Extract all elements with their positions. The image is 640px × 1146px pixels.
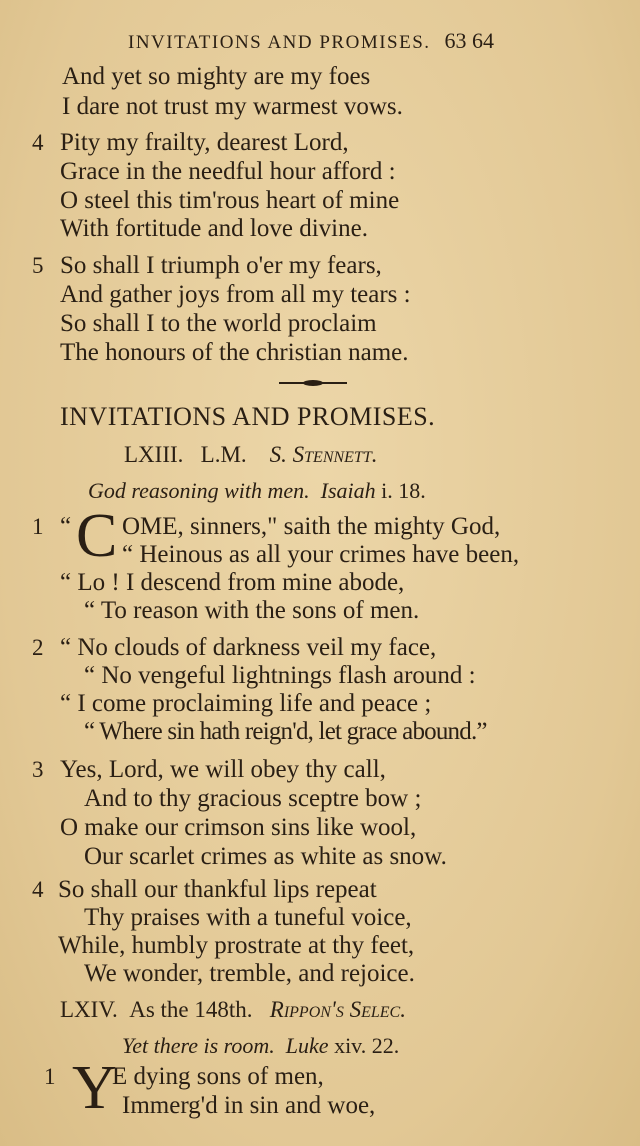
verse-line: “ To reason with the sons of men. [84,597,420,624]
hymn-subtitle [122,1031,399,1061]
stanza-number: 4 [32,877,44,902]
verse-line: “ I come proclaiming life and peace ; [60,690,432,717]
reference-verse: i. 18. [381,478,426,503]
verse-line: “ [60,513,72,540]
reference-verse: xiv. 22. [334,1033,400,1058]
subtitle-text: God reasoning with men. [88,478,310,503]
verse-line: So shall I to the world proclaim [60,310,377,337]
hymn-heading [124,440,377,470]
subtitle-text: Yet there is room. [122,1033,275,1058]
stanza-number: 4 [32,130,44,155]
running-header [128,28,494,54]
hymn-meter: As the 148th. [129,997,253,1022]
hymn-author: S. Stennett. [269,442,378,467]
verse-line: OME, sinners," saith the mighty God, [122,513,501,540]
running-title: INVITATIONS AND PROMISES. [128,32,431,53]
verse-line: So shall our thankful lips repeat [58,876,377,903]
verse-line: We wonder, tremble, and rejoice. [84,960,415,987]
verse-line: Thy praises with a tuneful voice, [84,904,412,931]
hymn-number: LXIV. [60,997,118,1022]
verse-line: “ No clouds of darkness veil my face, [60,634,437,661]
verse-line: O make our crimson sins like wool, [60,814,417,841]
stanza-number: 1 [44,1064,56,1089]
hymn-heading [60,995,406,1025]
reference-book: Luke [285,1033,329,1058]
verse-line: Grace in the needful hour afford : [60,158,396,185]
verse-line: I dare not trust my warmest vows. [62,93,403,120]
ornamental-rule [279,382,347,384]
drop-cap: C [76,502,118,570]
verse-line: So shall I triumph o'er my fears, [60,252,382,279]
verse-line: Pity my frailty, dearest Lord, [60,129,349,156]
verse-line: E dying sons of men, [112,1063,324,1090]
hymn-subtitle [88,476,426,506]
verse-line: Immerg'd in sin and woe, [122,1092,376,1119]
verse-line: And to thy gracious sceptre bow ; [84,785,422,812]
verse-line: And gather joys from all my tears : [60,281,411,308]
verse-line: While, humbly prostrate at thy feet, [58,932,415,959]
verse-line: “ Where sin hath reign'd, let grace abound.” [84,718,487,745]
reference-book: Isaiah [320,478,376,503]
verse-line: With fortitude and love divine. [60,215,368,242]
hymn-source: Rippon's Selec. [269,997,406,1022]
verse-line: “ Heinous as all your crimes have been, [122,541,520,568]
stanza-number: 5 [32,253,44,278]
verse-line: O steel this tim'rous heart of mine [60,187,400,214]
stanza-number: 3 [32,757,44,782]
drop-cap: Y [72,1054,117,1122]
hymn-meter: L.M. [200,442,247,467]
stanza-number: 2 [32,635,44,660]
section-title: INVITATIONS AND PROMISES. [60,402,436,431]
verse-line: Yes, Lord, we will obey thy call, [60,756,386,783]
hymn-number: LXIII. [124,442,184,467]
verse-line: “ No vengeful lightnings flash around : [84,662,476,689]
verse-line: Our scarlet crimes as white as snow. [84,843,447,870]
verse-line: “ Lo ! I descend from mine abode, [60,569,405,596]
stanza-number: 1 [32,514,44,539]
verse-line: And yet so mighty are my foes [62,63,371,90]
verse-line: The honours of the christian name. [60,339,409,366]
page-numbers: 63 64 [444,28,495,53]
